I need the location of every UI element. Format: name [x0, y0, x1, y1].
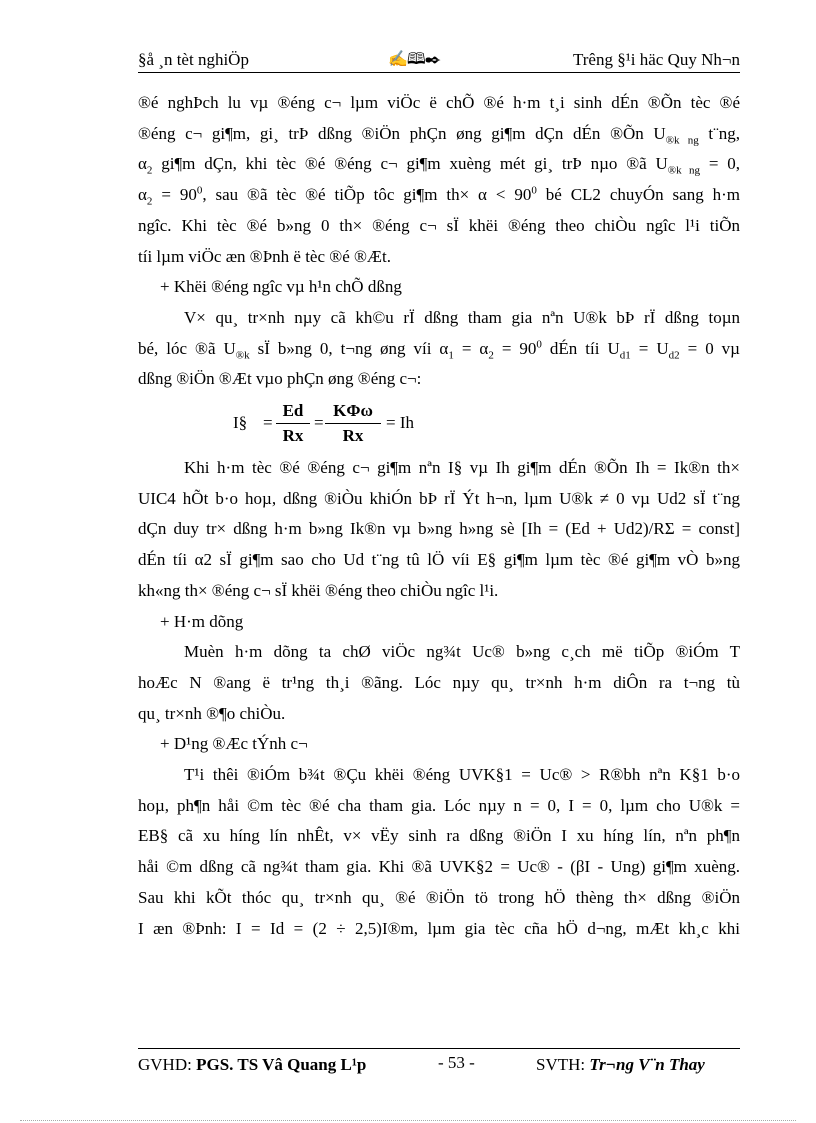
page-header [138, 50, 740, 73]
footer-advisor: GVHD: PGS. TS Vâ Quang L¹p [138, 1055, 367, 1074]
text-line: ngîc. Khi tèc ®é b»ng 0 th× ®éng c¬ sÏ khëi ®éng theo chiÒu ngîc l¹i tiÕn [138, 215, 740, 235]
header-school: Trêng §¹i häc Quy Nh¬n [572, 50, 740, 69]
text-line: UIC4 hÕt b·o hoµ, dßng ®iÒu khiÓn bÞ rÏ Ýt h¬n, lµm U®k ≠ 0 vµ Ud2 sÏ t¨ng [138, 488, 740, 508]
text-line: ®é nghÞch lu vµ ®éng c¬ lµm viÖc ë chÕ ®é h·m t¸i sinh dÉn ®Õn tèc ®é [138, 93, 740, 112]
formula-lhs: I§ [233, 413, 248, 433]
text-line: Muèn h·m dõng ta chØ viÖc ng¾t Uc® b»ng c¸ch më tiÕp ®iÓm T [184, 642, 740, 662]
text-line: dÉn tíi α2 sÏ gi¶m sao cho Ud t¨ng tû lÖ víi E§ gi¶m lµm tèc ®é gi¶m vÒ b»ng [138, 550, 740, 570]
formula-rhs: = Ih [386, 413, 414, 433]
text-line: T¹i thêi ®iÓm b¾t ®Çu khëi ®éng UVK§1 = Uc® > R®bh nªn K§1 b·o [184, 765, 740, 785]
text-line: bé, lóc ®ã $U_{®k}$ sÏ b»ng 0, t¬ng øng víi $\alpha_1 = \alpha_2 = 90^0$ dÉn tíi $U_{d1} = U_{d2} = 0$ vµ [138, 337, 740, 362]
header-title: §å ¸n tèt nghiÖp [138, 50, 249, 69]
text-line: Sau khi kÕt thóc qu¸ tr×nh qu¸ ®é ®iÖn tö trong hÖ thèng th× dßng ®iÖn [138, 887, 740, 907]
text-line: $\alpha_2$ gi¶m dÇn, khi tèc ®é ®éng c¬ gi¶m xuèng mét gi¸ trÞ nµo ®ã $U_{®k ng} = 0$, [138, 154, 740, 177]
text-line: dßng ®iÖn ®Æt vµo phÇn øng ®éng c¬: [138, 369, 422, 389]
text-line: $\alpha_2 = 90^0$, sau ®ã tèc ®é tiÕp tôc gi¶m $th\times \alpha < 90^0$ bé CL2 chuyÓn sang h·m [138, 184, 740, 208]
fraction-ed-rx: $\frac{Ed}{Rx}$ [276, 399, 310, 448]
section-heading: + D¹ng ®Æc tÝnh c¬ [160, 734, 308, 754]
formula-equals: = [263, 413, 273, 433]
text-line: ®éng c¬ gi¶m, gi¸ trÞ dßng ®iÖn phÇn øng gi¶m dÇn dÉn ®Õn $U_{®k ng}$ t¨ng, [138, 123, 740, 147]
footer-student: SVTH: Tr¬ng V¨n Thay [536, 1055, 705, 1074]
text-line: V× qu¸ tr×nh nµy cã kh©u rÏ dßng tham gia nªn U®k bÞ rÏ dßng toµn [184, 307, 740, 327]
section-heading: + H·m dõng [160, 611, 244, 631]
document-body [138, 88, 740, 944]
header-ornament: ✍🕮✒ [388, 51, 441, 68]
text-line: håi ©m dßng cã ng¾t tham gia. Khi ®ã UVK§2 = Uc® - (βI - Ung) gi¶m xuèng. [138, 857, 740, 877]
section-heading: + Khëi ®éng ngîc vµ h¹n chÕ dßng [160, 277, 402, 297]
text-line: tíi lµm viÖc æn ®Þnh ë tèc ®é ®Æt. [138, 246, 391, 266]
text-line: dÇn duy tr× dßng h·m b»ng Ik®n vµ b»ng h»ng sè [Ih = (Ed + Ud2)/RΣ = const] [138, 519, 740, 539]
current-formula [138, 395, 740, 453]
text-line: hoµ, ph¶n håi ©m tèc ®é cha tham gia. Lóc nµy n = 0, I = 0, lµm cho U®k = [138, 795, 740, 815]
formula-equals: = [314, 413, 324, 433]
page-number: - 53 - [438, 1053, 475, 1072]
page-edge-divider [20, 1120, 796, 1121]
page-footer [138, 1048, 740, 1077]
text-line: Khi h·m tèc ®é ®éng c¬ gi¶m nªn I§ vµ Ih gi¶m dÉn ®Õn Ih = Ik®n th× [184, 458, 740, 478]
text-line: hoÆc N ®ang ë tr¹ng th¸i ®ãng. Lóc nµy qu¸ tr×nh h·m diÔn ra t¬ng tù [138, 672, 740, 692]
text-line: qu¸ tr×nh ®¶o chiÒu. [138, 703, 286, 723]
text-line: I æn ®Þnh: I = Id = (2 ÷ 2,5)I®m, lµm gia tèc cña hÖ d¬ng, mÆt kh¸c khi [138, 918, 740, 938]
fraction-kphiw-rx: KΦω Rx [325, 399, 381, 448]
text-line: kh«ng th× ®éng c¬ sÏ khëi ®éng theo chiÒu ngîc l¹i. [138, 580, 499, 600]
text-line: EB§ cã xu híng lín nhÊt, v× vËy sinh ra dßng ®iÖn I xu híng lín, nªn ph¶n [138, 826, 740, 846]
